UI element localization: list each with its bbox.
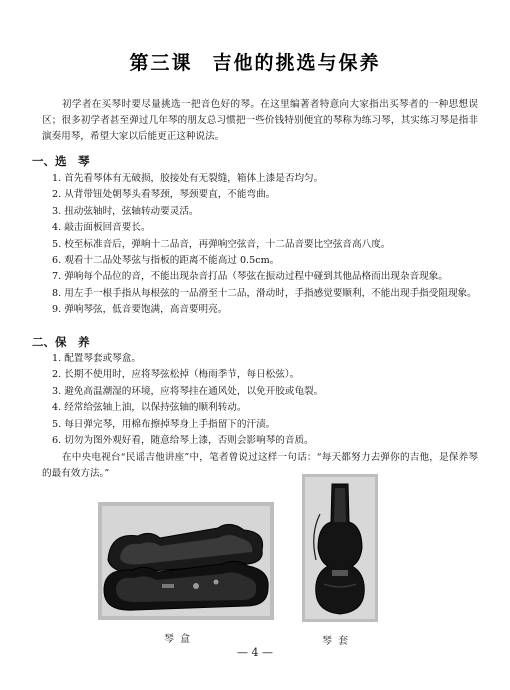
section-heading-care: 二、保 养 <box>32 335 90 349</box>
guitar-case-caption: 琴盒 <box>164 634 196 645</box>
choose-guitar-list <box>42 171 478 319</box>
lesson-number: 第三课 <box>129 52 193 74</box>
list-item: 5. 每日弹完琴，用棉布擦掉琴身上手指留下的汗渍。 <box>52 418 276 430</box>
list-item: 7. 弹响每个品位的音，不能出现杂音打品（琴弦在振动过程中碰到其他品格而出现杂音现象。 <box>52 271 448 283</box>
page-title <box>0 48 510 75</box>
list-item: 3. 避免高温潮湿的环境，应将琴挂在通风处，以免开胶或龟裂。 <box>52 385 324 397</box>
list-item: 1. 配置琴套或琴盒。 <box>52 353 141 364</box>
section-heading-choose: 一、选 琴 <box>32 154 90 168</box>
page-number: — 4 — <box>237 646 273 659</box>
list-item: 1. 首先看琴体有无破损，胶接处有无裂缝，箱体上漆是否均匀。 <box>52 173 324 184</box>
gig-bag-caption: 琴套 <box>322 636 354 647</box>
guitar-care-list <box>42 351 478 449</box>
list-item: 6. 切勿为图外观好看，随意给琴上漆，否则会影响琴的音质。 <box>52 435 314 447</box>
list-item: 4. 经常给弦轴上油，以保持弦轴的顺利转动。 <box>52 402 247 414</box>
list-item: 6. 观看十二品处琴弦与指板的距离不能高过 0.5cm。 <box>52 255 280 267</box>
list-item: 2. 从背带钮处朝琴头看琴颈，琴颈要直，不能弯曲。 <box>52 189 276 201</box>
list-item: 3. 扭动弦轴时，弦轴转动要灵活。 <box>52 205 199 217</box>
closing-paragraph: 在中央电视台“民谣吉他讲座”中，笔者曾说过这样一句话：“每天都努力去弹你的吉他，是保养琴的最有效方法。” <box>42 452 478 480</box>
guitar-case-illustration <box>98 502 274 620</box>
list-item: 8. 用左手一根手指从每根弦的一品滑至十二品，滑动时，手指感觉要顺利，不能出现手指受阻现象。 <box>52 287 477 299</box>
intro-paragraph: 初学者在买琴时要尽量挑选一把音色好的琴。在这里编著者特意向大家指出买琴者的一种思想误区；很多初学者甚至弹过几年琴的朋友总习惯把一些价钱特别便宜的琴称为练习琴，其实练习琴是指非演奏用琴，希望大家以后能更正这种说法。 <box>42 99 478 143</box>
list-item: 2. 长期不使用时，应将琴弦松掉（梅雨季节，每日松弦）。 <box>52 369 300 381</box>
gig-bag-illustration <box>302 474 378 622</box>
list-item: 9. 弹响琴弦，低音要饱满，高音要明亮。 <box>52 304 228 316</box>
lesson-topic: 吉他的挑选与保养 <box>212 52 381 74</box>
list-item: 5. 校至标准音后，弹响十二品音，再弹响空弦音，十二品音要比空弦音高八度。 <box>52 238 391 250</box>
list-item: 4. 敲击面板回音要长。 <box>52 222 151 234</box>
